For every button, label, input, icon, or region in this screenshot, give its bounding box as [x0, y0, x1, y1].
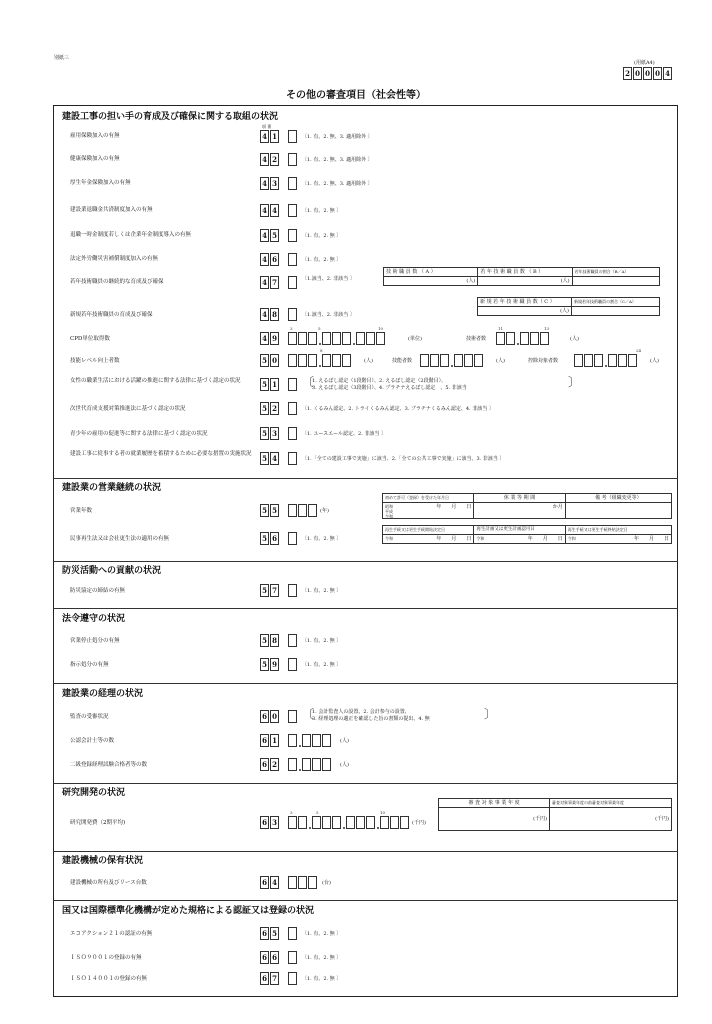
era-label: 令和	[385, 536, 393, 541]
skill-count-label: 技能者数	[392, 358, 413, 364]
item-options: 〔1. 有、2. 無、3. 適用除外 〕	[302, 157, 373, 163]
code-digit: 2	[270, 402, 279, 415]
section-heading: 防災活動への貢献の状況	[62, 566, 162, 576]
column-tick: 24	[636, 348, 642, 353]
young-ratio-head: 若年技術職員の割合（B／A）	[574, 269, 629, 274]
item-code	[260, 758, 280, 771]
unit-label: (人)	[340, 738, 349, 744]
item-label: 新規若年技術職員の育成及び確保	[70, 312, 153, 318]
item-label: ＩＳＯ１４００１の登録の有無	[70, 976, 148, 982]
item-label: 青少年の雇用の促進等に関する法律に基づく認定の状況	[70, 431, 208, 437]
item-options: 〔1. 有、2. 無 〕	[302, 662, 342, 668]
item-label: 若年技術職員の継続的な育成及び確保	[70, 279, 164, 285]
young-tech-staff-b-head: 若 年 技 術 職 員 数 （ B ）	[478, 268, 572, 276]
suspension-head: 休 業 等 期 間	[474, 494, 565, 502]
code-digit: 4	[260, 153, 269, 166]
input-box[interactable]	[288, 427, 298, 440]
item-options: 1. えるぼし認定（1段階目）、2. えるぼし認定（2段階目）、	[312, 378, 447, 384]
code-digit: 9	[270, 332, 279, 345]
input-box[interactable]	[288, 452, 298, 465]
item-code	[260, 951, 280, 964]
code-digit: 5	[270, 927, 279, 940]
code-digit: 3	[270, 816, 279, 829]
input-box[interactable]	[288, 130, 298, 143]
column-tick: 3	[290, 326, 293, 331]
code-digit: 5	[260, 504, 269, 517]
item-code	[260, 927, 280, 940]
bracket-close: 〕	[484, 707, 497, 721]
item-code	[260, 734, 280, 747]
code-digit: 6	[260, 876, 269, 889]
item-label: 研究開発費（2期平均)	[70, 820, 126, 826]
deduct-count-label: 控除対象者数	[528, 358, 559, 364]
item-code	[260, 634, 280, 647]
machine-count-input[interactable]	[288, 876, 318, 889]
input-box[interactable]	[288, 229, 298, 242]
business-history-table	[382, 493, 672, 519]
item-label: 次世代育成支援対策推進法に基づく認定の状況	[70, 406, 186, 412]
code-digit: 6	[260, 951, 269, 964]
item-label: 民事再生法又は会社更生法の適用の有無	[70, 536, 170, 542]
item-options: 3. えるぼし認定（3段階目）、4. プラチナえるぼし認定 、5. 非該当	[312, 385, 467, 391]
section-heading: 研究開発の状況	[62, 788, 126, 798]
era-list: 昭和 平成 令和	[385, 504, 393, 518]
code-digit: 4	[260, 204, 269, 217]
code-digit: 5	[260, 402, 269, 415]
item-options: 〔1. 有、2. 無 〕	[302, 955, 342, 961]
input-box[interactable]	[288, 532, 298, 545]
code-digit: 6	[260, 710, 269, 723]
section-heading: 建設業の経理の状況	[62, 689, 144, 699]
item-no-head: 項 番	[262, 124, 272, 129]
section-divider	[53, 608, 678, 609]
page-title: その他の審査項目（社会性等）	[286, 90, 426, 101]
code-digit: 7	[270, 276, 279, 289]
item-label: 建設業退職金共済制度加入の有無	[70, 207, 153, 213]
era-label: 令和	[567, 536, 576, 541]
item-label: 建設機械の所有及びリース台数	[70, 880, 147, 886]
item-code	[260, 332, 280, 345]
item-options: 〔1. 有、2. 無 〕	[302, 976, 342, 982]
item-label: 二級登録経理試験合格者等の数	[70, 762, 148, 768]
section-divider	[53, 900, 678, 901]
item-code	[260, 584, 280, 597]
tech-staff-table	[383, 267, 660, 286]
code-digit: 5	[270, 504, 279, 517]
item-options: 〔1. 有、2. 無 〕	[302, 638, 342, 644]
item-code	[260, 710, 280, 723]
rd-previous-head: 審査対象事業年度の前審査対象事業年度	[552, 800, 625, 805]
tech-staff-a-value[interactable]: (人)	[384, 277, 478, 285]
code-digit: 7	[270, 972, 279, 985]
doc-label: 別紙三	[54, 55, 70, 61]
remarks-value[interactable]	[566, 503, 671, 518]
item-label: 技能レベル向上者数	[70, 358, 120, 364]
item-label: 法定外労働災害補償制度加入の有無	[70, 256, 159, 262]
item-options: 〔1. 有、2. 無 〕	[302, 233, 342, 239]
deduct-count-input[interactable]	[574, 354, 638, 367]
item-label: 女性の職業生活における活躍の推進に関する法律に基づく認定の状況	[70, 378, 241, 384]
code-digit: 5	[260, 427, 269, 440]
item-options: 3. 経理処理の適正を確認した旨の書類の提出、4. 無	[312, 716, 430, 722]
rehab-end-date[interactable]: 年 月 日	[634, 536, 670, 542]
code-digit: 9	[270, 658, 279, 671]
item-options: 〔1. 有、2. 無、3. 適用除外 〕	[302, 134, 373, 140]
business-years-input[interactable]	[288, 504, 318, 517]
item-label: 健康保険加入の有無	[70, 156, 120, 162]
code-digit: 6	[260, 734, 269, 747]
input-box[interactable]	[288, 253, 298, 266]
item-code	[260, 153, 280, 166]
rehab-approve-head: 再生計画又は更生計画認可日	[474, 526, 565, 534]
code-digit: 0	[270, 710, 279, 723]
item-code	[260, 452, 280, 465]
unit-label: (人)	[340, 762, 349, 768]
column-tick: 5	[316, 810, 319, 815]
code-digit: 6	[270, 532, 279, 545]
input-box[interactable]	[288, 658, 298, 671]
form-number-digit: 2	[623, 67, 632, 80]
section-divider	[53, 561, 678, 562]
rehab-start-date[interactable]: 年 月 日	[436, 536, 472, 542]
cpa-count-input[interactable]	[288, 734, 332, 747]
unit-label: (人)	[496, 358, 505, 364]
item-options: 1. 会計監査人の設置、2. 会計参与の設置、	[312, 709, 410, 715]
new-young-ratio-head: 新規若年技術職員の割合（C／A）	[573, 299, 636, 304]
column-tick: 10	[380, 810, 386, 815]
code-digit: 5	[260, 658, 269, 671]
column-tick: 13	[544, 326, 550, 331]
item-label: CPD単位取得数	[70, 336, 110, 342]
item-label: 営業停止処分の有無	[70, 638, 120, 644]
bracket-open: 〔	[302, 707, 315, 721]
item-label: 監査の受審状況	[70, 714, 109, 720]
item-label: 建設工事に従事する者の就業履歴を蓄積するために必要な措置の実施状況	[70, 451, 252, 457]
code-digit: 5	[260, 354, 269, 367]
item-label: 退職一時金制度若しくは企業年金制度導入の有無	[70, 232, 192, 238]
code-digit: 2	[270, 758, 279, 771]
column-tick: 5	[318, 326, 321, 331]
bracket-open: 〔	[302, 375, 315, 389]
code-digit: 5	[260, 452, 269, 465]
input-box[interactable]	[288, 710, 298, 723]
code-digit: 4	[270, 204, 279, 217]
item-code	[260, 177, 280, 190]
section-divider	[53, 683, 678, 684]
item-options: 〔1. 有、2. 無 〕	[302, 931, 342, 937]
young-ratio-value[interactable]	[573, 277, 659, 285]
code-digit: 4	[260, 130, 269, 143]
code-digit: 1	[270, 378, 279, 391]
code-digit: 4	[260, 177, 269, 190]
form-number-digit: 4	[663, 67, 672, 80]
item-label: 厚生年金保険加入の有無	[70, 180, 131, 186]
item-code	[260, 204, 280, 217]
rehab-end-head: 再生手続又は更生手続終結決定日	[567, 527, 628, 532]
input-box[interactable]	[288, 153, 298, 166]
item-code	[260, 229, 280, 242]
code-digit: 2	[270, 153, 279, 166]
code-digit: 6	[260, 758, 269, 771]
form-number	[623, 67, 673, 80]
item-options: 〔1.該当、2. 非該当 〕	[302, 312, 355, 318]
code-digit: 8	[270, 634, 279, 647]
item-code	[260, 402, 280, 415]
unit-label: (千円)	[412, 820, 426, 826]
item-code	[260, 253, 280, 266]
code-digit: 3	[270, 427, 279, 440]
item-label: 雇用保険加入の有無	[70, 133, 120, 139]
code-digit: 6	[270, 253, 279, 266]
code-digit: 6	[260, 816, 269, 829]
section-heading: 建設工事の担い手の育成及び確保に関する取組の状況	[62, 112, 279, 122]
input-box[interactable]	[288, 584, 298, 597]
form-type: (用紙A4)	[634, 60, 655, 66]
item-code	[260, 816, 280, 829]
code-digit: 8	[270, 308, 279, 321]
input-box[interactable]	[288, 972, 298, 985]
code-digit: 6	[270, 951, 279, 964]
rd-previous-value[interactable]: (千円)	[655, 816, 669, 822]
item-code	[260, 354, 280, 367]
form-frame	[53, 105, 678, 997]
item-label: 指示処分の有無	[70, 662, 109, 668]
item-code	[260, 308, 280, 321]
code-digit: 6	[260, 972, 269, 985]
rd-years-table	[438, 798, 672, 831]
item-options: 〔1. 有、2. 無 〕	[302, 208, 342, 214]
rd-current-head: 審 査 対 象 事 業 年 度	[439, 799, 550, 807]
tech-staff-a-head: 技 術 職 員 数 （ A ）	[384, 268, 478, 276]
item-code	[260, 130, 280, 143]
section-heading: 法令遵守の状況	[62, 614, 126, 624]
section-heading: 建設機械の保有状況	[62, 856, 144, 866]
item-code	[260, 504, 280, 517]
item-label: 営業年数	[70, 508, 93, 514]
item-options: 〔1. くるみん認定、2. トライくるみん認定、3. プラチナくるみん認定、4. 非該当 〕	[302, 406, 494, 412]
item-options: 〔1.該当、2. 非該当 〕	[302, 276, 355, 282]
form-number-digit: 0	[653, 67, 662, 80]
first-license-date[interactable]: 年 月 日	[436, 504, 472, 510]
code-digit: 0	[270, 354, 279, 367]
code-digit: 4	[260, 253, 269, 266]
code-digit: 5	[260, 634, 269, 647]
section-divider	[53, 851, 678, 852]
column-tick: 10	[378, 326, 384, 331]
bookkeeper-count-input[interactable]	[288, 758, 332, 771]
new-tech-staff-table	[477, 297, 660, 316]
new-young-c-head: 新 規 若 年 技 術 職 員 数（ C ）	[478, 298, 572, 306]
column-tick: 11	[498, 326, 504, 331]
skill-improve-input[interactable]	[288, 354, 352, 367]
unit-label: (人)	[364, 358, 373, 364]
new-young-c-value[interactable]: (人)	[478, 307, 572, 315]
item-code	[260, 972, 280, 985]
code-digit: 5	[260, 532, 269, 545]
form-number-digit: 0	[633, 67, 642, 80]
item-code	[260, 378, 280, 391]
input-box[interactable]	[288, 634, 298, 647]
input-box[interactable]	[288, 308, 298, 321]
tech-count-label: 技術者数	[466, 336, 487, 342]
item-label: 防災協定の締結の有無	[70, 588, 126, 594]
item-options: 〔1. ユースエール認定、2. 非該当 〕	[302, 431, 386, 437]
code-digit: 4	[260, 308, 269, 321]
column-tick: 8	[320, 348, 323, 353]
item-options: 〔1. 有、2. 無 〕	[302, 257, 342, 263]
rehab-approve-date[interactable]: 年 月 日	[527, 536, 563, 542]
code-digit: 1	[270, 130, 279, 143]
code-digit: 5	[260, 584, 269, 597]
item-label: ＩＳＯ９００１の登録の有無	[70, 955, 142, 961]
skill-count-input[interactable]	[420, 354, 484, 367]
code-digit: 4	[270, 876, 279, 889]
item-options: 〔1.「全ての建設工事で実施」に該当、2.「全ての公共工事で実施」に該当、3. 非該当 〕	[302, 456, 505, 462]
unit-label: (年)	[320, 508, 329, 514]
input-box[interactable]	[288, 378, 298, 391]
input-box[interactable]	[288, 402, 298, 415]
code-digit: 4	[270, 452, 279, 465]
section-divider	[53, 478, 678, 479]
unit-label: (人)	[570, 336, 579, 342]
rd-current-value[interactable]: (千円)	[439, 808, 550, 830]
item-code	[260, 532, 280, 545]
code-digit: 1	[270, 734, 279, 747]
column-tick: 3	[290, 810, 293, 815]
cpd-units-input[interactable]	[288, 332, 386, 345]
code-digit: 4	[260, 332, 269, 345]
code-digit: 3	[270, 177, 279, 190]
item-code	[260, 876, 280, 889]
rehab-start-head: 再生手続又は更生手続開始決定日	[383, 526, 474, 534]
item-code	[260, 658, 280, 671]
new-young-ratio-value[interactable]	[572, 307, 659, 315]
item-label: エコアクション２１の認証の有無	[70, 931, 153, 937]
item-code	[260, 276, 280, 289]
item-options: 〔1. 有、2. 無 〕	[302, 588, 342, 594]
suspension-months[interactable]: か月	[474, 503, 565, 518]
bracket-close: 〕	[568, 375, 581, 389]
item-options: 〔1. 有、2. 無、3. 適用除外 〕	[302, 181, 373, 187]
section-divider	[53, 783, 678, 784]
code-digit: 4	[260, 276, 269, 289]
input-box[interactable]	[288, 927, 298, 940]
unit-label: (単位)	[408, 336, 422, 342]
input-box[interactable]	[288, 204, 298, 217]
code-digit: 4	[260, 229, 269, 242]
input-box[interactable]	[288, 276, 298, 289]
input-box[interactable]	[288, 951, 298, 964]
code-digit: 6	[260, 927, 269, 940]
section-heading: 国又は国際標準化機構が定めた規格による認証又は登録の状況	[62, 906, 315, 916]
era-label: 令和	[476, 536, 485, 541]
tech-count-input[interactable]	[496, 332, 550, 345]
first-license-head: 初めて許可（登録）を受けた年月日	[383, 494, 474, 502]
code-digit: 5	[260, 378, 269, 391]
young-tech-staff-b-value[interactable]: (人)	[478, 277, 572, 285]
form-number-digit: 0	[643, 67, 652, 80]
input-box[interactable]	[288, 177, 298, 190]
code-digit: 7	[270, 584, 279, 597]
rd-cost-input[interactable]	[288, 816, 410, 829]
code-digit: 5	[270, 229, 279, 242]
item-label: 公認会計士等の数	[70, 738, 115, 744]
rehabilitation-table	[382, 525, 672, 544]
unit-label: (人)	[650, 358, 659, 364]
unit-label: (台)	[322, 880, 331, 886]
remarks-head: 備 考（組織変更等）	[595, 495, 642, 501]
item-options: 〔1. 有、2. 無 〕	[302, 536, 342, 542]
item-code	[260, 427, 280, 440]
section-heading: 建設業の営業継続の状況	[62, 483, 162, 493]
